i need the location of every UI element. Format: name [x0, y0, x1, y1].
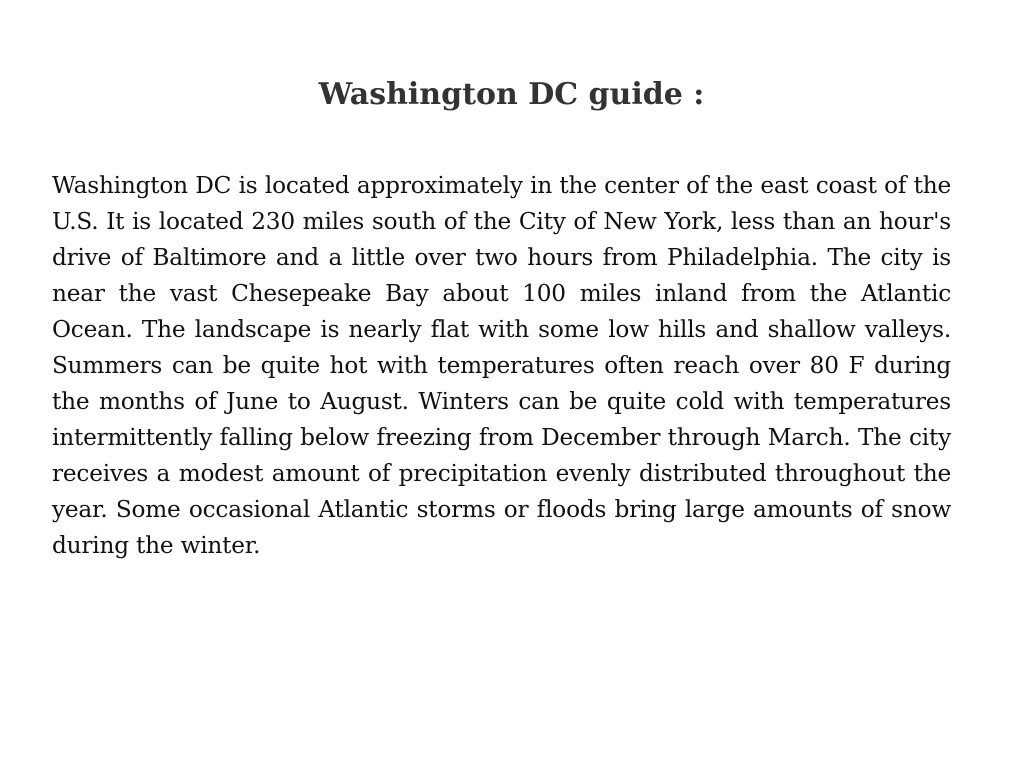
slide-title: Washington DC guide :	[318, 77, 705, 112]
slide-body-paragraph: Washington DC is located approximately in the center of the east coast of the U.S. It is located 230 miles south of the City of New York, less than an hour's drive of Baltimore and a little over two hours from Philadelphia. The city is near the vast Chesepeake Bay about 100 miles inland from the Atlantic Ocean. The landscape is nearly flat with some low hills and shallow valleys. Summers can be quite hot with temperatures often reach over 80 F during the months of June to August. Winters can be quite cold with temperatures intermittently falling below freezing from December through March. The city receives a modest amount of precipitation evenly distributed throughout the year. Some occasional Atlantic storms or floods bring large amounts of snow during the winter.	[52, 172, 951, 559]
